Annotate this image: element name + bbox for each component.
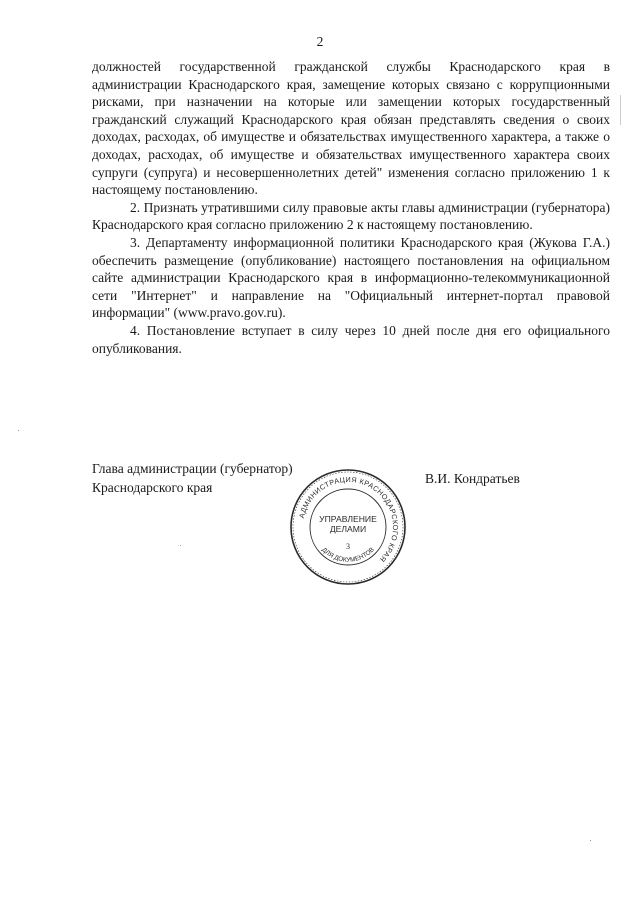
- paragraph-continuation: должностей государственной гражданской службы Краснодарского края в администрации Краснодарского края, замещение которых связано с коррупционными рисками, при назначении на которые или замещении которых государственный гражданский служащий Краснодарского края обязан представлять сведения о своих доходах, расходах, об имуществе и обязательствах имущественного характера, а также о доходах, расходах, об имуществе и обязательствах имущественного характера своих супруги (супруга) и несовершеннолетних детей" изменения согласно приложению 1 к настоящему постановлению.: [92, 59, 610, 198]
- document-body: [92, 58, 610, 357]
- scan-speck: [180, 545, 181, 546]
- paragraph-item-2: 2. Признать утратившими силу правовые акты главы администрации (губернатора) Краснодарского края согласно приложению 2 к настоящему постановлению.: [92, 199, 610, 233]
- scan-speck: [590, 840, 591, 841]
- signer-title-line1: Глава администрации (губернатор): [92, 461, 293, 476]
- stamp-center-line1: УПРАВЛЕНИЕ: [319, 514, 377, 524]
- signer-title-line2: Краснодарского края: [92, 480, 213, 495]
- paragraph-item-4: 4. Постановление вступает в силу через 10 дней после дня его официального опубликования.: [92, 322, 610, 356]
- official-stamp: [288, 467, 408, 587]
- stamp-ring-text: АДМИНИСТРАЦИЯ КРАСНОДАРСКОГО КРАЯ: [296, 474, 401, 565]
- stamp-bottom-text: ДЛЯ ДОКУМЕНТОВ: [320, 546, 376, 564]
- paragraph-item-3: 3. Департаменту информационной политики Краснодарского края (Жукова Г.А.) обеспечить размещение (опубликование) настоящего постановления на официальном сайте администрации Краснодарского края в информационно-телекоммуникационной сети "Интернет" и направление на "Официальный интернет-портал правовой информации" (www.pravo.gov.ru).: [92, 234, 610, 321]
- signer-name: В.И. Кондратьев: [425, 471, 520, 486]
- stamp-center-line2: ДЕЛАМИ: [329, 524, 367, 534]
- page-number: 2: [316, 34, 324, 49]
- scan-speck: [18, 430, 19, 431]
- stamp-number: 3: [346, 542, 350, 551]
- scan-edge-mark: [620, 95, 621, 125]
- signer-title: [92, 459, 293, 497]
